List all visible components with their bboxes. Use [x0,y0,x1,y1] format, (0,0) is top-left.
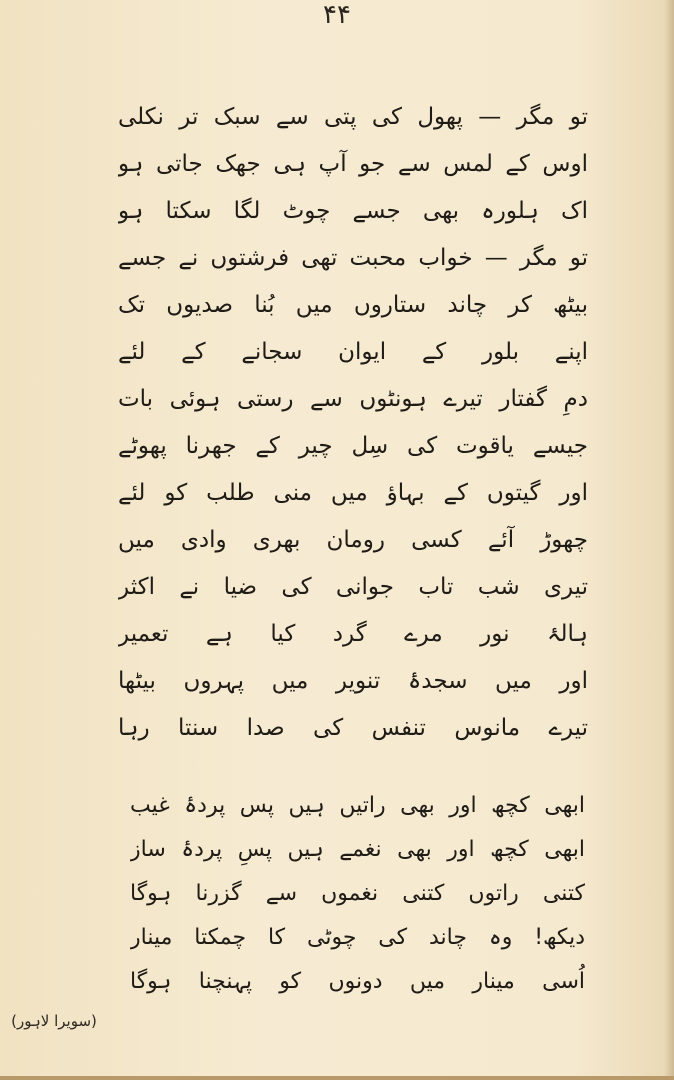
poem-line: ہالۂ نور مرے گرد کیا ہے تعمیر [118,621,588,647]
poem-line: تو مگر — خواب محبت تھی فرشتوں نے جسے [118,245,588,271]
page-edge-shadow [664,0,674,1080]
source-attribution: (سویرا لاہور) [11,1012,97,1030]
poem-line: تیری شب تاب جوانی کی ضیا نے اکثر [118,574,588,600]
poem-line: اور گیتوں کے بہاؤ میں منی طلب کو لئے [118,480,588,506]
poem-stanza-1 [118,94,588,752]
poem-line: اوس کے لمس سے جو آپ ہی جھک جاتی ہو [118,151,588,177]
poem-line: دیکھ! وہ چاند کی چوٹی کا چمکتا مینار [130,925,585,950]
poem-line: اک ہلورہ بھی جسے چوٹ لگا سکتا ہو [118,198,588,224]
poem-line: اور میں سجدۂ تنویر میں پہروں بیٹھا [118,668,588,694]
poem-line: ابھی کچھ اور بھی نغمے ہیں پسِ پردۂ ساز [130,837,585,862]
poem-stanza-2 [130,784,585,1004]
poem-line: تو مگر — پھول کی پتی سے سبک تر نکلی [118,104,588,130]
poem-line: کتنی راتوں کتنی نغموں سے گزرنا ہوگا [130,881,585,906]
poem-line: بیٹھ کر چاند ستاروں میں بُنا صدیوں تک [118,292,588,318]
poem-line: چھوڑ آئے کسی رومان بھری وادی میں [118,527,588,553]
poem-line: دمِ گفتار تیرے ہونٹوں سے رستی ہوئی بات [118,386,588,412]
poem-line: جیسے یاقوت کی سِل چیر کے جھرنا پھوٹے [118,433,588,459]
poem-line: تیرے مانوس تنفس کی صدا سنتا رہا [118,715,588,741]
poem-line: اپنے بلور کے ایوان سجانے کے لئے [118,339,588,365]
poem-line: ابھی کچھ اور بھی راتیں ہیں پس پردۂ غیب [130,793,585,818]
page-number: ۴۴ [323,0,351,30]
poem-line: اُسی مینار میں دونوں کو پہنچنا ہوگا [130,969,585,994]
page-bottom-edge [0,1076,674,1080]
